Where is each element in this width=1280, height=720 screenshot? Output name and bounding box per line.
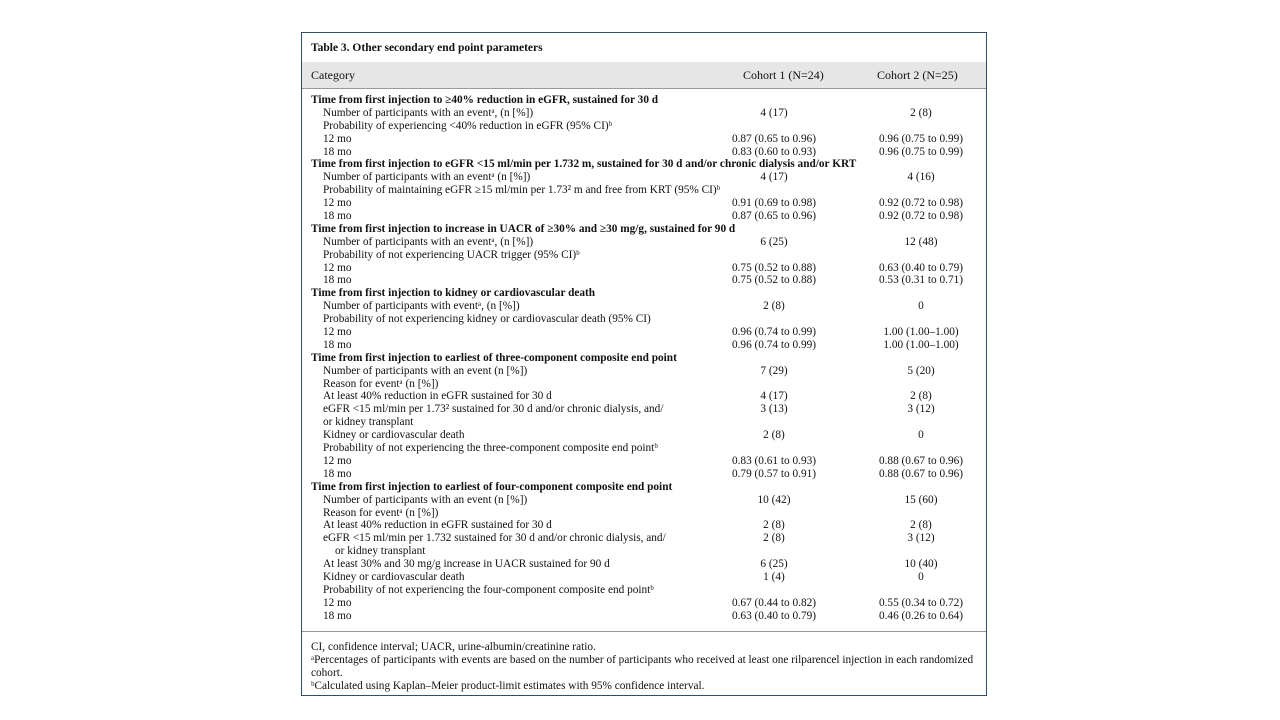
cohort2-value: 3 (12): [907, 532, 935, 545]
row-label: 18 mo: [323, 210, 352, 223]
table-row: [311, 184, 977, 197]
row-label: Probability of not experiencing the three-component composite end pointᵇ: [323, 442, 658, 455]
cohort1-value: 2 (8): [763, 429, 785, 442]
table-header: [302, 62, 986, 89]
row-label: Time from first injection to kidney or cardiovascular death: [311, 287, 596, 300]
row-label: Time from first injection to earliest of three-component composite end point: [311, 351, 677, 364]
cohort2-value: 0: [918, 570, 924, 583]
table-row: [311, 300, 977, 313]
cohort1-value: 6 (25): [760, 235, 788, 248]
cohort2-value: 2 (8): [910, 106, 932, 119]
table-row: [311, 107, 977, 120]
row-label: Number of participants with eventᵃ, (n [%]): [323, 300, 520, 313]
cohort2-value: 0.92 (0.72 to 0.98): [878, 210, 964, 223]
table-row: [311, 545, 977, 558]
row-label: Number of participants with an eventᵃ, (n [%]): [323, 235, 534, 248]
cohort1-value: 3 (13): [760, 403, 788, 416]
cohort2-value: 5 (20): [907, 364, 935, 377]
row-label: 12 mo: [323, 454, 352, 467]
row-label: Number of participants with an event (n [%]): [323, 364, 528, 377]
row-label: 18 mo: [323, 338, 352, 351]
cohort1-value: 0.75 (0.52 to 0.88): [731, 261, 817, 274]
cohort2-value: 0.88 (0.67 to 0.96): [878, 454, 964, 467]
table-row: [311, 468, 977, 481]
table-row: [311, 416, 977, 429]
cohort1-value: 7 (29): [760, 364, 788, 377]
table-row: [311, 390, 977, 403]
cohort1-value: 4 (17): [760, 171, 788, 184]
table-row: [311, 223, 977, 236]
row-label: 12 mo: [323, 261, 352, 274]
table-row: [311, 171, 977, 184]
header-cohort2: Cohort 2 (N=25): [877, 68, 958, 82]
cohort2-value: 12 (48): [904, 235, 938, 248]
footnote-abbrev: CI, confidence interval; UACR, urine-albumin/creatinine ratio.: [311, 641, 596, 653]
table-row: [311, 339, 977, 352]
header-category: Category: [311, 68, 355, 82]
cohort1-value: 0.96 (0.74 to 0.99): [731, 326, 817, 339]
row-label: or kidney transplant: [323, 416, 414, 429]
cohort1-value: 0.83 (0.60 to 0.93): [731, 145, 817, 158]
table-row: [311, 571, 977, 584]
cohort1-value: 2 (8): [763, 519, 785, 532]
table-row: [311, 158, 977, 171]
cohort2-value: 10 (40): [904, 558, 938, 571]
cohort2-value: 0.92 (0.72 to 0.98): [878, 197, 964, 210]
row-label: 12 mo: [323, 326, 352, 339]
cohort1-value: 4 (17): [760, 390, 788, 403]
cohort1-value: 0.96 (0.74 to 0.99): [731, 338, 817, 351]
row-label: 18 mo: [323, 467, 352, 480]
cohort1-value: 4 (17): [760, 106, 788, 119]
table-row: [311, 326, 977, 339]
cohort2-value: 1.00 (1.00–1.00): [883, 338, 959, 351]
row-label: eGFR <15 ml/min per 1.73² sustained for 30 d and/or chronic dialysis, and/: [323, 403, 664, 416]
cohort2-value: 2 (8): [910, 519, 932, 532]
row-label: Time from first injection to eGFR <15 ml/min per 1.732 m, sustained for 30 d and/or chronic dialysis and/or KRT: [311, 158, 857, 171]
cohort1-value: 0.79 (0.57 to 0.91): [731, 467, 817, 480]
table-row: [311, 210, 977, 223]
row-label: At least 30% and 30 mg/g increase in UACR sustained for 90 d: [323, 558, 610, 571]
table-row: [311, 378, 977, 391]
cohort2-value: 4 (16): [907, 171, 935, 184]
cohort1-value: 1 (4): [763, 570, 785, 583]
cohort1-value: 2 (8): [763, 300, 785, 313]
table-row: [311, 94, 977, 107]
row-label: Time from first injection to earliest of four-component composite end point: [311, 480, 673, 493]
row-label: Kidney or cardiovascular death: [323, 570, 465, 583]
table-row: [311, 481, 977, 494]
row-label: Probability of maintaining eGFR ≥15 ml/min per 1.73² m and free from KRT (95% CI)ᵇ: [323, 184, 721, 197]
cohort1-value: 0.75 (0.52 to 0.88): [731, 274, 817, 287]
cohort2-value: 0.88 (0.67 to 0.96): [878, 467, 964, 480]
row-label: 18 mo: [323, 609, 352, 622]
row-label: Kidney or cardiovascular death: [323, 429, 465, 442]
table-row: [311, 597, 977, 610]
table-footnotes: [302, 631, 986, 693]
table-row: [311, 133, 977, 146]
table-row: [311, 519, 977, 532]
row-label: Time from first injection to increase in UACR of ≥30% and ≥30 mg/g, sustained for 90 d: [311, 222, 736, 235]
row-label: 12 mo: [323, 197, 352, 210]
row-label: 12 mo: [323, 596, 352, 609]
cohort1-value: 0.87 (0.65 to 0.96): [731, 132, 817, 145]
row-label: or kidney transplant: [335, 545, 426, 558]
table-row: [311, 403, 977, 416]
row-label: Probability of not experiencing kidney or cardiovascular death (95% CI): [323, 313, 651, 326]
cohort2-value: 2 (8): [910, 390, 932, 403]
row-label: Time from first injection to ≥40% reduction in eGFR, sustained for 30 d: [311, 94, 659, 106]
table-row: [311, 429, 977, 442]
cohort1-value: 0.67 (0.44 to 0.82): [731, 596, 817, 609]
row-label: Reason for eventᵃ (n [%]): [323, 377, 439, 390]
table-row: [311, 365, 977, 378]
table-row: [311, 610, 977, 623]
row-label: Probability of not experiencing the four-component composite end pointᵇ: [323, 583, 654, 596]
row-label: At least 40% reduction in eGFR sustained for 30 d: [323, 519, 552, 532]
cohort1-value: 6 (25): [760, 558, 788, 571]
table-row: [311, 558, 977, 571]
cohort1-value: 10 (42): [757, 493, 791, 506]
footnote-b: ᵇCalculated using Kaplan–Meier product-limit estimates with 95% confidence interval.: [311, 680, 705, 692]
row-label: eGFR <15 ml/min per 1.732 sustained for 30 d and/or chronic dialysis, and/: [323, 532, 666, 545]
cohort2-value: 0.96 (0.75 to 0.99): [878, 145, 964, 158]
table-row: [311, 532, 977, 545]
table-row: [311, 262, 977, 275]
row-label: Probability of not experiencing UACR trigger (95% CI)ᵇ: [323, 248, 580, 261]
cohort2-value: 0.96 (0.75 to 0.99): [878, 132, 964, 145]
cohort2-value: 3 (12): [907, 403, 935, 416]
table-row: [311, 584, 977, 597]
table-row: [311, 442, 977, 455]
cohort1-value: 2 (8): [763, 532, 785, 545]
table-row: [311, 507, 977, 520]
cohort2-value: 0: [918, 429, 924, 442]
table-row: [311, 197, 977, 210]
row-label: Number of participants with an event (n [%]): [323, 493, 528, 506]
cohort2-value: 0.46 (0.26 to 0.64): [878, 609, 964, 622]
cohort2-value: 0.55 (0.34 to 0.72): [878, 596, 964, 609]
footnote-a: ᵃPercentages of participants with events are based on the number of participants who received at least one rilparencel injection in each randomized cohort.: [311, 654, 974, 679]
cohort2-value: 15 (60): [904, 493, 938, 506]
cohort1-value: 0.87 (0.65 to 0.96): [731, 210, 817, 223]
cohort2-value: 0: [918, 300, 924, 313]
cohort2-value: 1.00 (1.00–1.00): [883, 326, 959, 339]
row-label: 18 mo: [323, 145, 352, 158]
row-label: Number of participants with an eventᵃ, (n [%]): [323, 106, 534, 119]
cohort2-value: 0.53 (0.31 to 0.71): [878, 274, 964, 287]
cohort2-value: 0.63 (0.40 to 0.79): [878, 261, 964, 274]
row-label: 12 mo: [323, 132, 352, 145]
table-row: [311, 494, 977, 507]
table-row: [311, 249, 977, 262]
row-label: Number of participants with an eventᵃ (n [%]): [323, 171, 531, 184]
table-row: [311, 146, 977, 159]
table-row: [311, 287, 977, 300]
table-body: [311, 94, 977, 623]
row-label: 18 mo: [323, 274, 352, 287]
table-row: [311, 455, 977, 468]
row-label: Probability of experiencing <40% reduction in eGFR (95% CI)ᵇ: [323, 119, 613, 132]
table-frame: [301, 32, 987, 696]
table-row: [311, 236, 977, 249]
table-row: [311, 274, 977, 287]
row-label: Reason for eventᵃ (n [%]): [323, 506, 439, 519]
table-title: Table 3. Other secondary end point parameters: [311, 42, 543, 54]
cohort1-value: 0.91 (0.69 to 0.98): [731, 197, 817, 210]
table-row: [311, 120, 977, 133]
row-label: At least 40% reduction in eGFR sustained for 30 d: [323, 390, 552, 403]
table-row: [311, 352, 977, 365]
cohort1-value: 0.83 (0.61 to 0.93): [731, 454, 817, 467]
table-row: [311, 313, 977, 326]
cohort1-value: 0.63 (0.40 to 0.79): [731, 609, 817, 622]
header-cohort1: Cohort 1 (N=24): [743, 68, 824, 82]
